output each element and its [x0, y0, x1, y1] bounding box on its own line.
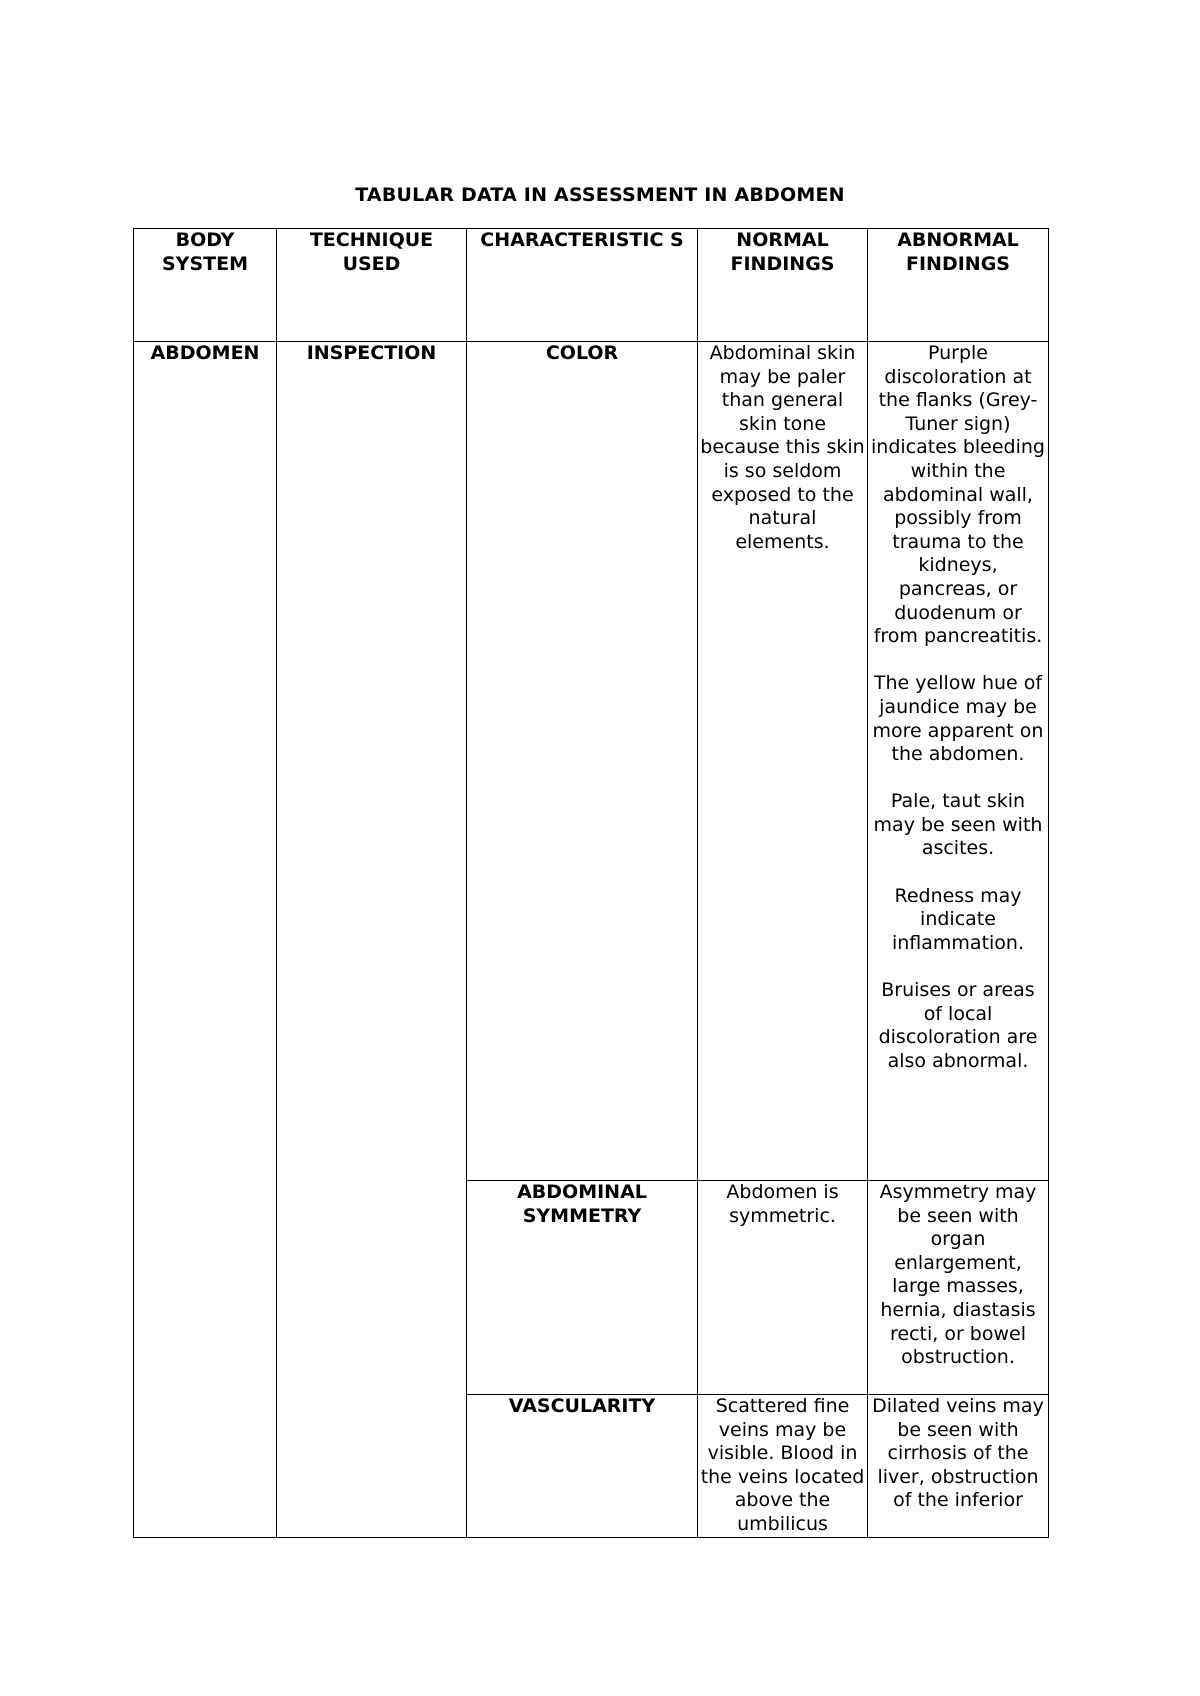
document-title: TABULAR DATA IN ASSESSMENT IN ABDOMEN: [355, 184, 845, 206]
normal-findings-cell: Abdominal skin may be paler than general skin tone because this skin is so seldom exposed to the natural elements.: [698, 342, 868, 1181]
abnormal-finding-paragraph: Pale, taut skin may be seen with ascites.: [873, 790, 1043, 860]
body-system-cell: ABDOMEN: [134, 342, 277, 1538]
header-row: [134, 229, 1049, 342]
abnormal-finding-paragraph: Purple discoloration at the flanks (Grey-Tuner sign) indicates bleeding within the abdominal wall, possibly from trauma to the kidneys, pancreas, or duodenum or from pancreatitis.: [871, 342, 1045, 648]
technique-cell: INSPECTION: [277, 342, 467, 1538]
table-row: [134, 342, 1049, 1181]
abnormal-finding-paragraph: Redness may indicate inflammation.: [891, 884, 1025, 954]
characteristic-cell: VASCULARITY: [467, 1395, 698, 1538]
abnormal-finding-paragraph: Dilated veins may be seen with cirrhosis of the liver, obstruction of the inferior: [872, 1395, 1044, 1512]
header-body-system: BODY SYSTEM: [134, 229, 277, 342]
abnormal-finding-paragraph: Bruises or areas of local discoloration are also abnormal.: [878, 979, 1038, 1072]
header-abnormal-findings: ABNORMAL FINDINGS: [868, 229, 1049, 342]
abnormal-finding-paragraph: The yellow hue of jaundice may be more apparent on the abdomen.: [872, 672, 1044, 766]
normal-findings-cell: Abdomen is symmetric.: [698, 1181, 868, 1395]
header-characteristics: CHARACTERISTIC S: [467, 229, 698, 342]
normal-findings-cell: Scattered fine veins may be visible. Blood in the veins located above the umbilicus: [698, 1395, 868, 1538]
abnormal-finding-paragraph: Asymmetry may be seen with organ enlargement, large masses, hernia, diastasis recti, or bowel obstruction.: [879, 1181, 1037, 1369]
characteristic-cell: COLOR: [467, 342, 698, 1181]
header-normal-findings: NORMAL FINDINGS: [698, 229, 868, 342]
abnormal-findings-cell: [868, 1181, 1049, 1395]
header-technique-used: TECHNIQUE USED: [277, 229, 467, 342]
characteristic-cell: ABDOMINAL SYMMETRY: [467, 1181, 698, 1395]
abnormal-findings-cell: [868, 1395, 1049, 1538]
assessment-table: [133, 228, 1049, 1538]
abnormal-findings-cell: [868, 342, 1049, 1181]
